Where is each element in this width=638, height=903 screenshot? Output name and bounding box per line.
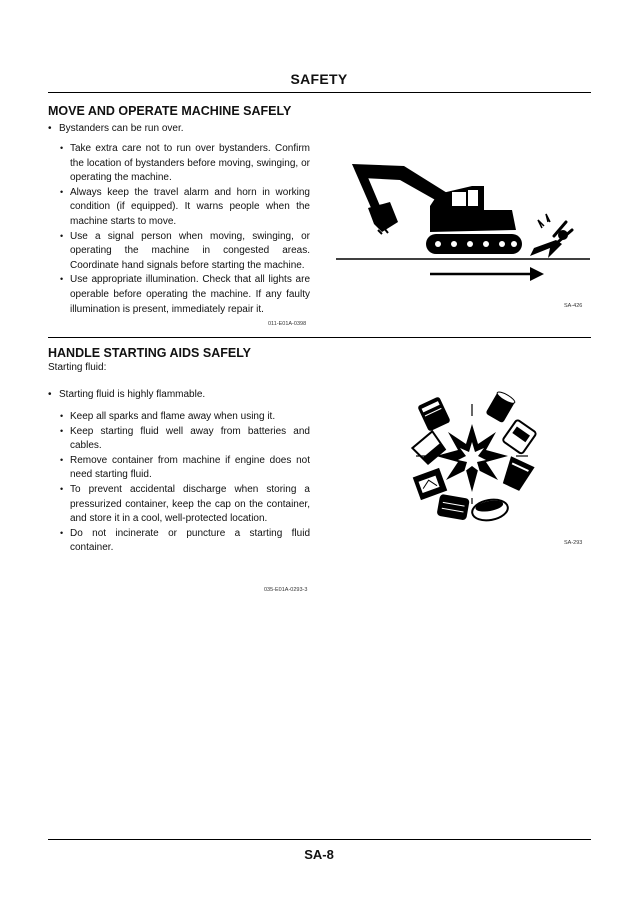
figure-label-sa293: SA-293: [564, 540, 583, 546]
section-intro: • Bystanders can be run over.: [48, 123, 184, 134]
list-item: • Do not incinerate or puncture a starting fluid container.: [60, 527, 310, 554]
doc-code-1: 011-E01A-0398: [268, 321, 307, 327]
list-item: • Always keep the travel alarm and horn in working condition (if equipped). It warns people when the machine starts to move.: [60, 186, 310, 227]
list-item: • Use a signal person when moving, swinging, or operating the machine in congested areas. Coordinate hand signals before starting the machine.: [60, 230, 310, 271]
section-title-operate-safely: MOVE AND OPERATE MACHINE SAFELY: [48, 104, 292, 118]
list-item: • Remove container from machine if engine does not need starting fluid.: [60, 454, 310, 481]
list-item: • Take extra care not to run over bystanders. Confirm the location of bystanders before moving, swinging, or operating the machine.: [60, 143, 310, 184]
list-item: • Keep starting fluid well away from batteries and cables.: [60, 425, 310, 452]
section-intro: • Starting fluid is highly flammable.: [48, 389, 206, 400]
bullet-list-starting-fluid: [60, 410, 310, 556]
excavator-bystander-illustration: [334, 150, 592, 290]
intro-text: Starting fluid is highly flammable.: [59, 389, 206, 400]
list-item: • Keep all sparks and flame away when using it.: [60, 411, 276, 422]
bullet-list-operate: [60, 142, 310, 317]
section-divider: [48, 337, 591, 338]
list-item: • Use appropriate illumination. Check that all lights are operable before operating the machine. If any faulty illumination is present, immediately repair it.: [60, 274, 310, 315]
header-rule: [48, 92, 591, 93]
figure-label-sa426: SA-426: [564, 303, 583, 309]
section-subtitle: Starting fluid:: [48, 362, 107, 373]
list-item: • To prevent accidental discharge when storing a pressurized container, keep the cap on the container, and store it in a cool, well-protected location.: [60, 483, 310, 525]
intro-text: Bystanders can be run over.: [59, 123, 184, 134]
footer-rule: [48, 839, 591, 840]
doc-code-2: 035-E01A-0293-3: [264, 587, 308, 593]
section-title-starting-aids: HANDLE STARTING AIDS SAFELY: [48, 346, 252, 360]
starting-fluid-explosion-illustration: [408, 386, 538, 532]
page-title: SAFETY: [290, 71, 348, 87]
page-number: SA-8: [304, 847, 334, 862]
